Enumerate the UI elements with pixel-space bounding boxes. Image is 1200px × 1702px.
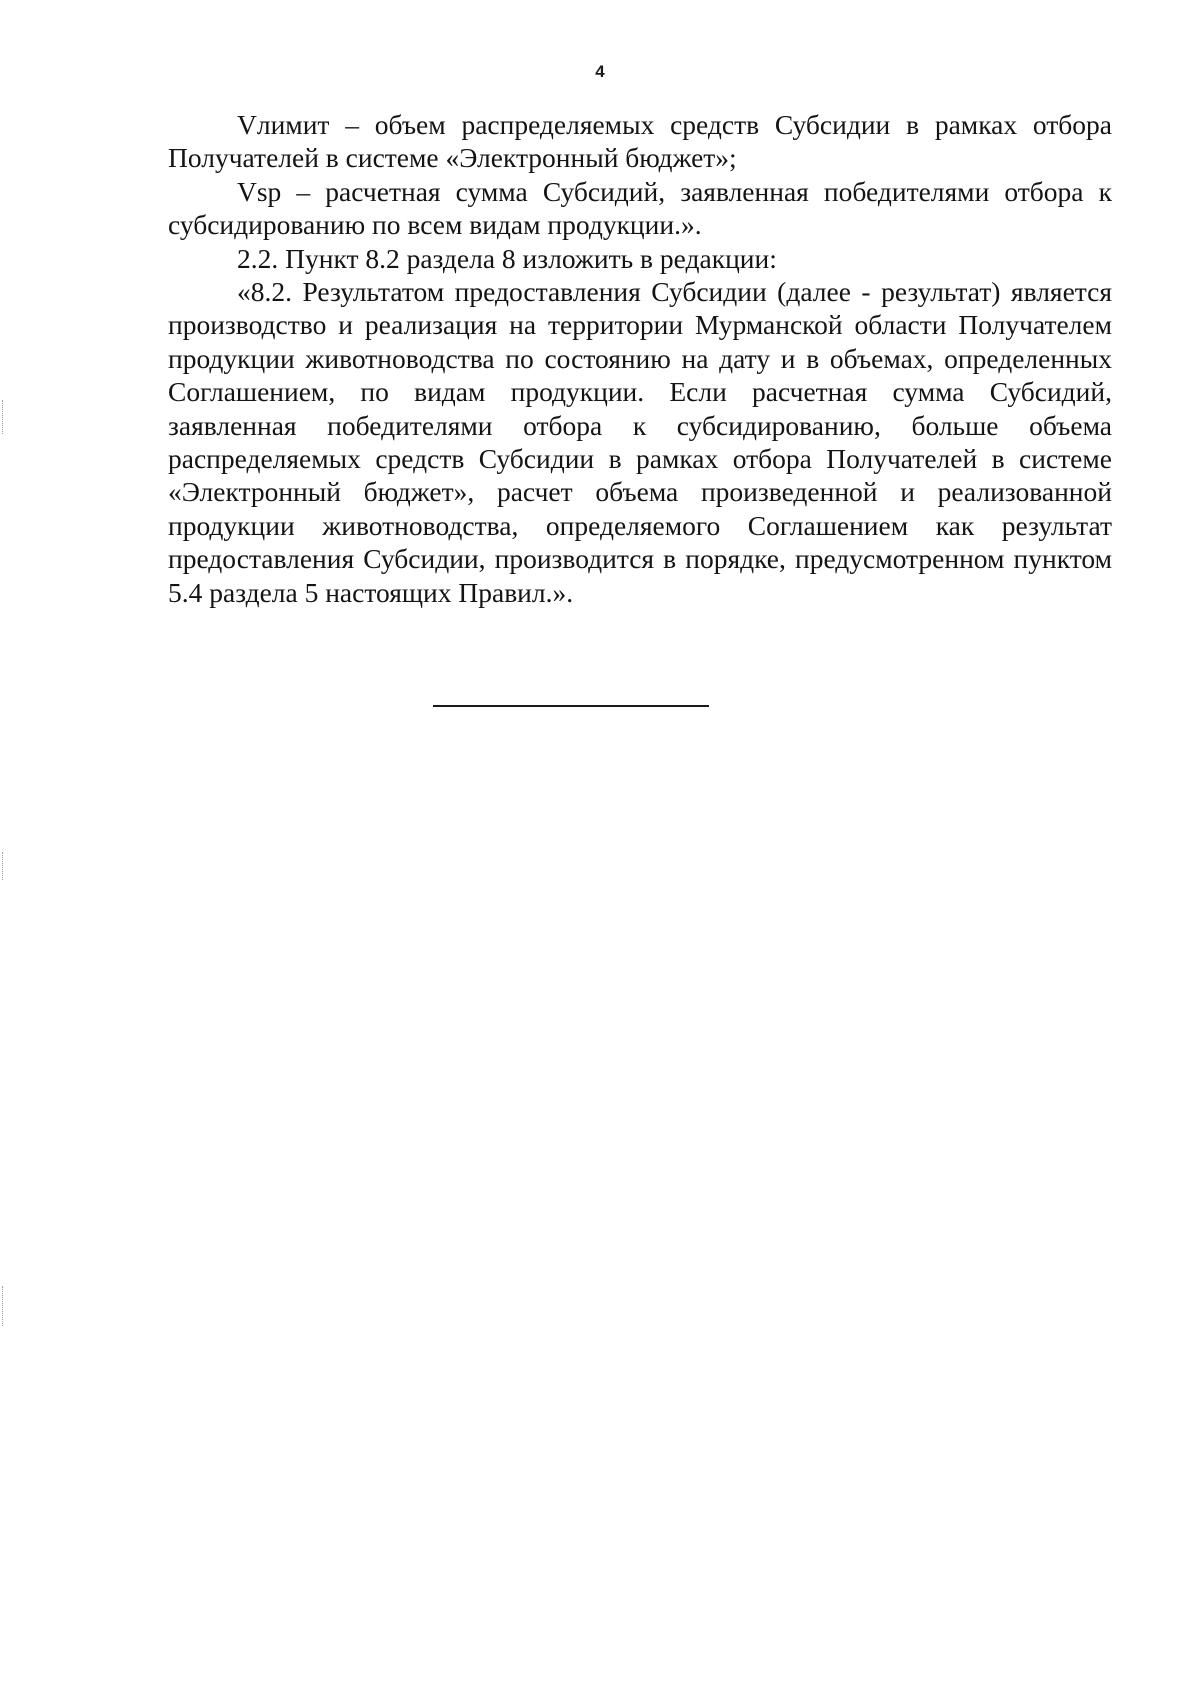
paragraph-clause-8-2: «8.2. Результатом предоставления Субсидии (далее - результат) является производство и реализация на территории Мурманской области Получателем продукции животноводства по состоянию на дату и в объемах, определенных Соглашением, по видам продукции. Если расчетная сумма Субсидий, заявленная победителями отбора к субсидированию, больше объема распределяемых средств Субсидии в рамках отбора Получателей в системе «Электронный бюджет», расчет объема произведенной и реализованной продукции животноводства, определяемого Соглашением как результат предоставления Субсидии, производится в порядке, предусмотренном пунктом 5.4 раздела 5 настоящих Правил.». <box>168 276 1112 608</box>
scan-margin-mark <box>2 400 7 434</box>
paragraph-vlimit-definition: Vлимит – объем распределяемых средств Субсидии в рамках отбора Получателей в системе «Электронный бюджет»; <box>168 109 1112 174</box>
paragraph-vsp-definition: Vsp – расчетная сумма Субсидий, заявленная победителями отбора к субсидированию по всем видам продукции.». <box>168 175 1112 241</box>
end-separator-line <box>433 705 709 707</box>
scan-margin-mark <box>2 852 7 880</box>
scan-margin-mark <box>2 1286 7 1326</box>
document-body <box>168 108 1112 609</box>
paragraph-amendment-2-2: 2.2. Пункт 8.2 раздела 8 изложить в редакции: <box>237 242 777 274</box>
page-number: 4 <box>595 62 605 81</box>
